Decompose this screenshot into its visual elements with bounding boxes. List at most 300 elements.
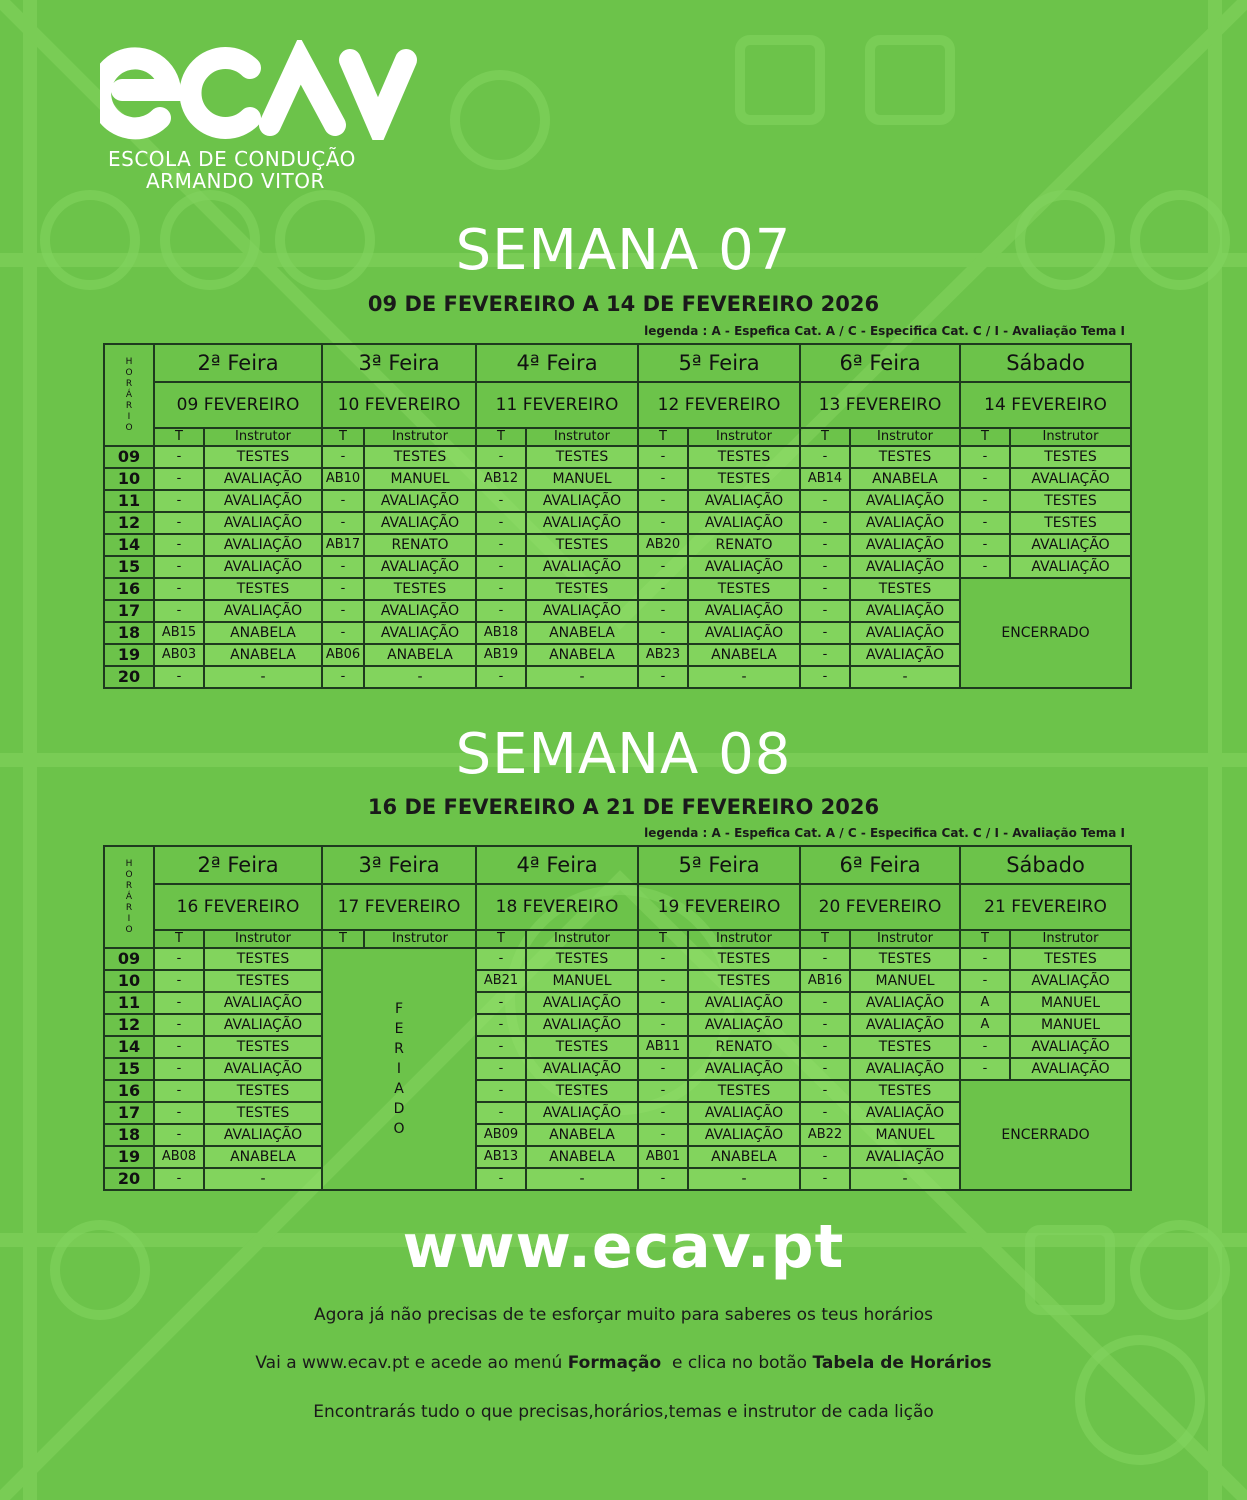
lesson-code: -	[800, 534, 850, 556]
lesson-instructor: AVALIAÇÃO	[850, 1146, 960, 1168]
lesson-code: -	[800, 1036, 850, 1058]
lesson-code: -	[322, 446, 364, 468]
col-t-header: T	[800, 930, 850, 948]
hour-cell: 10	[104, 970, 154, 992]
lesson-code: -	[638, 666, 688, 688]
hour-cell: 19	[104, 644, 154, 666]
day-date: 14 FEVEREIRO	[960, 382, 1131, 428]
lesson-code: -	[800, 1102, 850, 1124]
lesson-instructor: TESTES	[850, 948, 960, 970]
lesson-code: AB08	[154, 1146, 204, 1168]
col-t-header: T	[960, 428, 1010, 446]
table-row	[104, 1058, 1131, 1080]
lesson-instructor: TESTES	[204, 446, 322, 468]
lesson-instructor: AVALIAÇÃO	[526, 1102, 638, 1124]
lesson-code: A	[960, 1014, 1010, 1036]
lesson-instructor: ANABELA	[850, 468, 960, 490]
day-name: Sábado	[960, 846, 1131, 884]
lesson-instructor: AVALIAÇÃO	[364, 512, 476, 534]
lesson-instructor: AVALIAÇÃO	[1010, 1058, 1131, 1080]
lesson-code: -	[154, 1014, 204, 1036]
hour-cell: 11	[104, 490, 154, 512]
lesson-code: -	[800, 556, 850, 578]
lesson-instructor: ANABELA	[526, 1124, 638, 1146]
lesson-code: -	[960, 948, 1010, 970]
hour-cell: 10	[104, 468, 154, 490]
hour-cell: 09	[104, 446, 154, 468]
hour-cell: 14	[104, 534, 154, 556]
footer-line-3: Encontrarás tudo o que precisas,horários,temas e instrutor de cada lição	[313, 1402, 934, 1422]
lesson-code: AB09	[476, 1124, 526, 1146]
lesson-instructor: ANABELA	[364, 644, 476, 666]
ecav-logo-mark	[100, 40, 420, 140]
hours-header-letter: R	[125, 902, 133, 913]
lesson-code: -	[154, 600, 204, 622]
lesson-instructor: TESTES	[688, 468, 800, 490]
lesson-instructor: AVALIAÇÃO	[850, 622, 960, 644]
lesson-instructor: TESTES	[364, 578, 476, 600]
lesson-code: AB21	[476, 970, 526, 992]
lesson-instructor: TESTES	[1010, 948, 1131, 970]
lesson-code: -	[800, 446, 850, 468]
col-t-header: T	[476, 930, 526, 948]
week-2-schedule-table	[103, 845, 1132, 1191]
hours-header-letter: R	[125, 378, 133, 389]
lesson-instructor: -	[526, 1168, 638, 1190]
lesson-code: -	[154, 1124, 204, 1146]
lesson-instructor: AVALIAÇÃO	[204, 1058, 322, 1080]
lesson-code: AB16	[800, 970, 850, 992]
lesson-instructor: AVALIAÇÃO	[688, 1102, 800, 1124]
lesson-code: -	[154, 1102, 204, 1124]
hour-cell: 20	[104, 1168, 154, 1190]
day-name: 4ª Feira	[476, 344, 638, 382]
lesson-code: -	[800, 1014, 850, 1036]
col-instrutor-header: Instrutor	[204, 428, 322, 446]
holiday-letter: D	[393, 1101, 405, 1117]
lesson-instructor: -	[688, 666, 800, 688]
lesson-instructor: TESTES	[204, 1102, 322, 1124]
holiday-cell	[322, 948, 476, 1190]
lesson-code: -	[960, 512, 1010, 534]
lesson-instructor: AVALIAÇÃO	[688, 556, 800, 578]
col-instrutor-header: Instrutor	[850, 930, 960, 948]
lesson-instructor: AVALIAÇÃO	[688, 622, 800, 644]
closed-cell: ENCERRADO	[960, 1080, 1131, 1190]
lesson-instructor: AVALIAÇÃO	[204, 490, 322, 512]
lesson-instructor: TESTES	[1010, 512, 1131, 534]
lesson-instructor: TESTES	[688, 948, 800, 970]
lesson-code: AB19	[476, 644, 526, 666]
lesson-instructor: TESTES	[364, 446, 476, 468]
footer-line-1: Agora já não precisas de te esforçar muito para saberes os teus horários	[313, 1305, 934, 1325]
lesson-instructor: TESTES	[526, 446, 638, 468]
table-row	[104, 970, 1131, 992]
day-name: 5ª Feira	[638, 846, 800, 884]
lesson-code: -	[322, 600, 364, 622]
lesson-instructor: TESTES	[204, 578, 322, 600]
lesson-code: AB11	[638, 1036, 688, 1058]
lesson-code: -	[476, 948, 526, 970]
lesson-instructor: -	[850, 1168, 960, 1190]
footer-line-2	[0, 1353, 1247, 1373]
hour-cell: 18	[104, 1124, 154, 1146]
lesson-instructor: RENATO	[688, 1036, 800, 1058]
lesson-instructor: TESTES	[204, 948, 322, 970]
lesson-code: AB14	[800, 468, 850, 490]
table-row	[104, 446, 1131, 468]
lesson-instructor: TESTES	[526, 578, 638, 600]
lesson-instructor: AVALIAÇÃO	[364, 600, 476, 622]
logo-text	[108, 148, 356, 192]
lesson-instructor: TESTES	[526, 948, 638, 970]
hour-cell: 19	[104, 1146, 154, 1168]
lesson-instructor: TESTES	[526, 534, 638, 556]
lesson-instructor: TESTES	[1010, 446, 1131, 468]
holiday-letter: O	[393, 1121, 405, 1137]
day-date: 10 FEVEREIRO	[322, 382, 476, 428]
lesson-code: -	[800, 1058, 850, 1080]
hour-cell: 11	[104, 992, 154, 1014]
lesson-code: AB20	[638, 534, 688, 556]
lesson-instructor: AVALIAÇÃO	[1010, 970, 1131, 992]
day-name: 6ª Feira	[800, 344, 960, 382]
col-instrutor-header: Instrutor	[526, 930, 638, 948]
lesson-instructor: AVALIAÇÃO	[850, 512, 960, 534]
ecav-logo	[100, 40, 420, 193]
hour-cell: 18	[104, 622, 154, 644]
lesson-instructor: AVALIAÇÃO	[526, 992, 638, 1014]
lesson-code: -	[800, 490, 850, 512]
lesson-instructor: RENATO	[688, 534, 800, 556]
hour-cell: 12	[104, 512, 154, 534]
lesson-instructor: AVALIAÇÃO	[688, 1124, 800, 1146]
lesson-instructor: ANABELA	[688, 1146, 800, 1168]
hour-cell: 09	[104, 948, 154, 970]
lesson-instructor: AVALIAÇÃO	[204, 1014, 322, 1036]
lesson-instructor: AVALIAÇÃO	[850, 1058, 960, 1080]
lesson-code: AB01	[638, 1146, 688, 1168]
lesson-code: -	[638, 1014, 688, 1036]
lesson-code: -	[476, 1036, 526, 1058]
lesson-instructor: AVALIAÇÃO	[526, 556, 638, 578]
lesson-code: AB03	[154, 644, 204, 666]
lesson-instructor: AVALIAÇÃO	[364, 490, 476, 512]
hours-header-letter: R	[125, 880, 133, 891]
lesson-code: -	[154, 534, 204, 556]
lesson-code: -	[638, 622, 688, 644]
lesson-code: -	[476, 446, 526, 468]
lesson-instructor: AVALIAÇÃO	[526, 512, 638, 534]
lesson-instructor: AVALIAÇÃO	[526, 600, 638, 622]
col-t-header: T	[154, 428, 204, 446]
hours-header	[104, 846, 154, 948]
lesson-instructor: AVALIAÇÃO	[204, 556, 322, 578]
lesson-code: -	[960, 970, 1010, 992]
lesson-code: AB22	[800, 1124, 850, 1146]
col-t-header: T	[960, 930, 1010, 948]
lesson-instructor: AVALIAÇÃO	[688, 992, 800, 1014]
day-name: 3ª Feira	[322, 344, 476, 382]
col-t-header: T	[476, 428, 526, 446]
holiday-letter: F	[394, 1001, 404, 1017]
lesson-instructor: AVALIAÇÃO	[850, 534, 960, 556]
lesson-instructor: TESTES	[688, 446, 800, 468]
table-row	[104, 556, 1131, 578]
day-date: 21 FEVEREIRO	[960, 884, 1131, 930]
hours-header-letter: Á	[125, 891, 133, 902]
footer-line-2-pre: Vai a www.ecav.pt e acede ao menú	[255, 1353, 568, 1373]
lesson-code: -	[800, 622, 850, 644]
col-t-header: T	[154, 930, 204, 948]
lesson-code: -	[638, 1102, 688, 1124]
lesson-instructor: MANUEL	[850, 1124, 960, 1146]
day-date: 19 FEVEREIRO	[638, 884, 800, 930]
col-instrutor-header: Instrutor	[364, 428, 476, 446]
lesson-code: -	[154, 512, 204, 534]
day-date: 13 FEVEREIRO	[800, 382, 960, 428]
day-name: 4ª Feira	[476, 846, 638, 884]
col-t-header: T	[638, 930, 688, 948]
lesson-instructor: AVALIAÇÃO	[204, 992, 322, 1014]
lesson-code: -	[476, 1168, 526, 1190]
lesson-instructor: -	[688, 1168, 800, 1190]
lesson-code: -	[800, 600, 850, 622]
col-t-header: T	[322, 930, 364, 948]
lesson-code: -	[154, 948, 204, 970]
lesson-instructor: TESTES	[526, 1080, 638, 1102]
lesson-instructor: -	[364, 666, 476, 688]
col-instrutor-header: Instrutor	[526, 428, 638, 446]
lesson-instructor: MANUEL	[1010, 992, 1131, 1014]
hours-header	[104, 344, 154, 446]
logo-line-1: ESCOLA DE CONDUÇÃO	[108, 147, 356, 171]
holiday-letter: R	[394, 1041, 404, 1057]
col-instrutor-header: Instrutor	[688, 428, 800, 446]
lesson-instructor: ANABELA	[526, 1146, 638, 1168]
lesson-code: -	[638, 992, 688, 1014]
lesson-code: -	[638, 970, 688, 992]
lesson-code: -	[960, 446, 1010, 468]
hours-header-letter: H	[125, 356, 133, 367]
day-date: 09 FEVEREIRO	[154, 382, 322, 428]
lesson-code: AB06	[322, 644, 364, 666]
lesson-code: -	[154, 1168, 204, 1190]
lesson-instructor: ANABELA	[526, 622, 638, 644]
day-date: 11 FEVEREIRO	[476, 382, 638, 428]
lesson-code: A	[960, 992, 1010, 1014]
lesson-code: -	[800, 578, 850, 600]
lesson-code: -	[154, 1058, 204, 1080]
lesson-code: -	[476, 490, 526, 512]
lesson-instructor: AVALIAÇÃO	[850, 1102, 960, 1124]
lesson-code: -	[154, 666, 204, 688]
lesson-code: -	[800, 992, 850, 1014]
col-t-header: T	[322, 428, 364, 446]
lesson-instructor: AVALIAÇÃO	[204, 534, 322, 556]
lesson-instructor: TESTES	[850, 1080, 960, 1102]
lesson-instructor: AVALIAÇÃO	[850, 490, 960, 512]
lesson-instructor: AVALIAÇÃO	[204, 468, 322, 490]
footer-formacao: Formação	[567, 1353, 662, 1373]
footer-tabela-horarios: Tabela de Horários	[812, 1353, 992, 1373]
lesson-instructor: TESTES	[688, 1080, 800, 1102]
hours-header-letter: O	[125, 924, 133, 935]
lesson-code: -	[476, 1102, 526, 1124]
week-1-title: SEMANA 07	[455, 218, 792, 283]
week-1-range: 09 DE FEVEREIRO A 14 DE FEVEREIRO 2026	[367, 292, 880, 316]
day-date: 16 FEVEREIRO	[154, 884, 322, 930]
week-2-range: 16 DE FEVEREIRO A 21 DE FEVEREIRO 2026	[367, 795, 880, 819]
lesson-instructor: AVALIAÇÃO	[526, 1058, 638, 1080]
lesson-instructor: AVALIAÇÃO	[364, 556, 476, 578]
lesson-instructor: AVALIAÇÃO	[1010, 1036, 1131, 1058]
lesson-instructor: AVALIAÇÃO	[850, 600, 960, 622]
lesson-code: -	[476, 1014, 526, 1036]
website-url[interactable]: www.ecav.pt	[402, 1212, 845, 1282]
lesson-instructor: TESTES	[204, 970, 322, 992]
day-date: 18 FEVEREIRO	[476, 884, 638, 930]
lesson-instructor: TESTES	[204, 1080, 322, 1102]
lesson-instructor: AVALIAÇÃO	[204, 512, 322, 534]
hour-cell: 20	[104, 666, 154, 688]
table-row	[104, 1080, 1131, 1102]
lesson-code: -	[800, 644, 850, 666]
table-row	[104, 468, 1131, 490]
lesson-instructor: -	[526, 666, 638, 688]
day-name: 2ª Feira	[154, 846, 322, 884]
hour-cell: 16	[104, 578, 154, 600]
lesson-code: -	[960, 468, 1010, 490]
lesson-instructor: AVALIAÇÃO	[688, 600, 800, 622]
hour-cell: 12	[104, 1014, 154, 1036]
hours-header-letter: Á	[125, 389, 133, 400]
lesson-code: -	[322, 622, 364, 644]
lesson-instructor: ANABELA	[688, 644, 800, 666]
hour-cell: 15	[104, 556, 154, 578]
lesson-code: -	[800, 1168, 850, 1190]
lesson-instructor: AVALIAÇÃO	[688, 490, 800, 512]
holiday-letter: E	[394, 1021, 404, 1037]
day-date: 12 FEVEREIRO	[638, 382, 800, 428]
hours-header-letter: H	[125, 858, 133, 869]
table-row	[104, 490, 1131, 512]
lesson-code: -	[154, 992, 204, 1014]
lesson-code: -	[476, 600, 526, 622]
day-date: 17 FEVEREIRO	[322, 884, 476, 930]
lesson-code: -	[322, 578, 364, 600]
lesson-code: -	[638, 490, 688, 512]
hour-cell: 15	[104, 1058, 154, 1080]
lesson-code: -	[476, 992, 526, 1014]
lesson-code: -	[154, 490, 204, 512]
lesson-code: -	[638, 556, 688, 578]
lesson-code: -	[638, 1058, 688, 1080]
lesson-code: -	[960, 556, 1010, 578]
lesson-instructor: AVALIAÇÃO	[850, 556, 960, 578]
table-row	[104, 1014, 1131, 1036]
hours-header-letter: I	[127, 411, 131, 422]
holiday-letter: A	[394, 1081, 404, 1097]
hours-header-letter: R	[125, 400, 133, 411]
lesson-instructor: AVALIAÇÃO	[850, 644, 960, 666]
hour-cell: 14	[104, 1036, 154, 1058]
lesson-code: -	[800, 948, 850, 970]
lesson-code: -	[476, 1058, 526, 1080]
lesson-instructor: TESTES	[688, 578, 800, 600]
lesson-code: -	[154, 556, 204, 578]
col-instrutor-header: Instrutor	[850, 428, 960, 446]
lesson-instructor: ANABELA	[204, 1146, 322, 1168]
lesson-instructor: AVALIAÇÃO	[204, 600, 322, 622]
lesson-instructor: TESTES	[850, 578, 960, 600]
lesson-instructor: -	[850, 666, 960, 688]
lesson-instructor: AVALIAÇÃO	[1010, 468, 1131, 490]
lesson-code: -	[638, 468, 688, 490]
logo-line-2: ARMANDO VITOR	[146, 169, 325, 193]
lesson-instructor: AVALIAÇÃO	[688, 1014, 800, 1036]
lesson-code: -	[476, 666, 526, 688]
col-instrutor-header: Instrutor	[1010, 930, 1131, 948]
lesson-code: -	[476, 512, 526, 534]
lesson-code: -	[154, 1036, 204, 1058]
lesson-code: -	[638, 1168, 688, 1190]
footer-line-2-mid: e clica no botão	[661, 1353, 813, 1373]
lesson-instructor: ANABELA	[526, 644, 638, 666]
lesson-instructor: MANUEL	[850, 970, 960, 992]
lesson-instructor: TESTES	[204, 1036, 322, 1058]
lesson-code: -	[638, 512, 688, 534]
lesson-instructor: TESTES	[850, 446, 960, 468]
lesson-code: -	[800, 666, 850, 688]
col-instrutor-header: Instrutor	[1010, 428, 1131, 446]
week-2-legend: legenda : A - Espefica Cat. A / C - Especifica Cat. C / I - Avaliação Tema I	[644, 826, 1125, 840]
hour-cell: 17	[104, 1102, 154, 1124]
lesson-code: -	[800, 512, 850, 534]
lesson-code: -	[322, 556, 364, 578]
lesson-instructor: AVALIAÇÃO	[526, 1014, 638, 1036]
lesson-instructor: -	[204, 666, 322, 688]
lesson-code: -	[638, 600, 688, 622]
day-name: 5ª Feira	[638, 344, 800, 382]
lesson-instructor: AVALIAÇÃO	[850, 992, 960, 1014]
lesson-code: -	[638, 446, 688, 468]
lesson-code: -	[638, 1080, 688, 1102]
lesson-code: -	[638, 578, 688, 600]
lesson-code: -	[638, 1124, 688, 1146]
lesson-instructor: -	[204, 1168, 322, 1190]
lesson-code: -	[154, 468, 204, 490]
col-t-header: T	[800, 428, 850, 446]
lesson-code: AB23	[638, 644, 688, 666]
lesson-code: -	[638, 948, 688, 970]
lesson-code: -	[322, 512, 364, 534]
table-row	[104, 512, 1131, 534]
col-instrutor-header: Instrutor	[364, 930, 476, 948]
lesson-instructor: TESTES	[526, 1036, 638, 1058]
lesson-instructor: ANABELA	[204, 644, 322, 666]
holiday-letter: I	[396, 1061, 402, 1077]
week-2-title: SEMANA 08	[455, 722, 792, 787]
lesson-code: AB18	[476, 622, 526, 644]
day-name: 2ª Feira	[154, 344, 322, 382]
col-instrutor-header: Instrutor	[688, 930, 800, 948]
lesson-instructor: AVALIAÇÃO	[526, 490, 638, 512]
lesson-code: -	[800, 1146, 850, 1168]
lesson-instructor: RENATO	[364, 534, 476, 556]
lesson-instructor: AVALIAÇÃO	[688, 1058, 800, 1080]
lesson-code: -	[476, 1080, 526, 1102]
